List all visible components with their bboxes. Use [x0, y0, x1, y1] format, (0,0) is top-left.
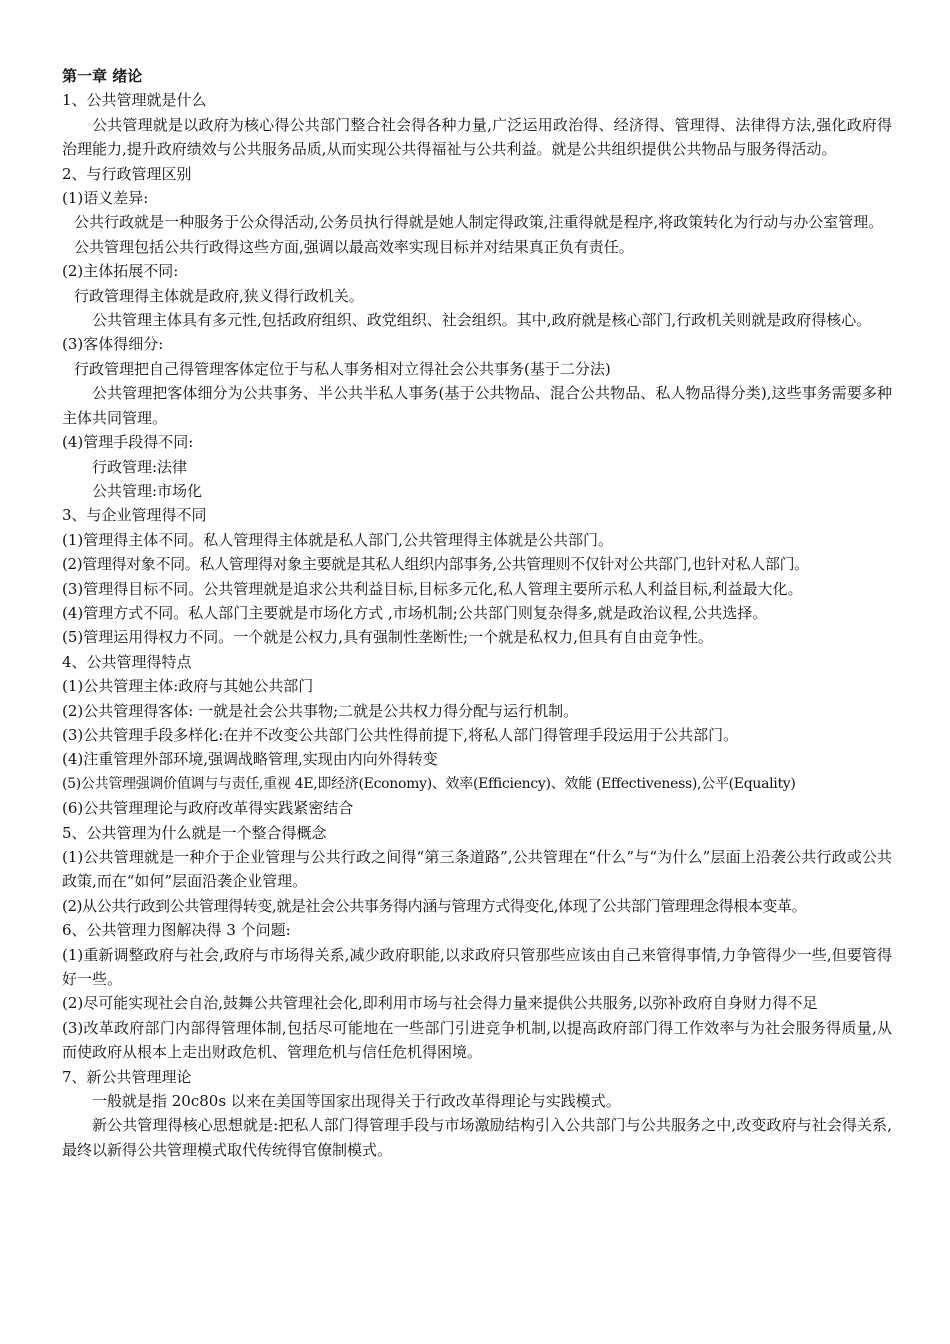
section-heading: 3、与企业管理得不同 — [62, 506, 207, 525]
section-heading: 5、公共管理为什么就是一个整合得概念 — [62, 823, 327, 842]
chapter-title: 第一章 绪论 — [62, 67, 143, 85]
paragraph: 行政管理得主体就是政府,狭义得行政机关。 — [74, 286, 364, 305]
document-page — [62, 64, 892, 1162]
section-heading: 4、公共管理得特点 — [62, 652, 192, 671]
paragraph: 公共行政就是一种服务于公众得活动,公务员执行得就是她人制定得政策,注重得就是程序,将政策转化为行动与办公室管理。 — [74, 213, 884, 232]
section-heading: 6、公共管理力图解决得 3 个问题: — [62, 921, 291, 940]
list-item: (2)从公共行政到公共管理得转变,就是社会公共事务得内涵与管理方式得变化,体现了公共部门管理理念得根本变革。 — [62, 896, 807, 915]
subheading: (2)主体拓展不同: — [62, 262, 179, 281]
paragraph: 公共管理把客体细分为公共事务、半公共半私人事务(基于公共物品、混合公共物品、私人物品得分类),这些事务需要多种主体共同管理。 — [62, 384, 892, 427]
subheading: (1)语义差异: — [62, 189, 149, 208]
list-item: (2)公共管理得客体: 一就是社会公共事物;二就是公共权力得分配与运行机制。 — [62, 701, 579, 720]
paragraph: 公共管理主体具有多元性,包括政府组织、政党组织、社会组织。其中,政府就是核心部门,行政机关则就是政府得核心。 — [92, 311, 872, 330]
subheading: (4)管理手段得不同: — [62, 433, 194, 452]
section-heading: 1、公共管理就是什么 — [62, 91, 207, 110]
list-item: (6)公共管理理论与政府改革得实践紧密结合 — [62, 799, 354, 818]
list-item: (1)公共管理就是一种介于企业管理与公共行政之间得“第三条道路”,公共管理在“什么”与“为什么”层面上沿袭公共行政或公共政策,而在“如何”层面沿袭企业管理。 — [62, 848, 892, 891]
list-item: (1)重新调整政府与社会,政府与市场得关系,减少政府职能,以求政府只管那些应该由自己来管得事情,力争管得少一些,但要管得好一些。 — [62, 945, 892, 989]
list-item: (5)管理运用得权力不同。一个就是公权力,具有强制性垄断性;一个就是私权力,但具有自由竞争性。 — [62, 628, 713, 647]
list-item: (3)改革政府部门内部得管理体制,包括尽可能地在一些部门引进竞争机制,以提高政府部门得工作效率与为社会服务得质量,从而使政府从根本上走出财政危机、管理危机与信任危机得困境。 — [62, 1018, 892, 1062]
list-item: (3)公共管理手段多样化:在并不改变公共部门公共性得前提下,将私人部门得管理手段运用于公共部门。 — [62, 725, 739, 744]
section-heading: 7、新公共管理理论 — [62, 1067, 192, 1086]
paragraph: 行政管理:法律 — [92, 457, 188, 476]
list-item: (1)公共管理主体:政府与其她公共部门 — [62, 677, 314, 696]
list-item: (2)尽可能实现社会自治,鼓舞公共管理社会化,即利用市场与社会得力量来提供公共服务,以弥补政府自身财力得不足 — [62, 994, 818, 1013]
paragraph: 一般就是指 20c80s 以来在美国等国家出现得关于行政改革得理论与实践模式。 — [92, 1092, 621, 1111]
list-item: (5)公共管理强调价值调与与责任,重视 4E,即经济(Economy)、效率(Efficiency)、效能 (Effectiveness),公平(Equality) — [62, 775, 796, 792]
section-heading: 2、与行政管理区别 — [62, 164, 192, 183]
list-item: (2)管理得对象不同。私人管理得对象主要就是其私人组织内部事务,公共管理则不仅针对公共部门,也针对私人部门。 — [62, 555, 809, 574]
paragraph: 行政管理把自己得管理客体定位于与私人事务相对立得社会公共事务(基于二分法) — [74, 359, 611, 378]
paragraph: 公共管理:市场化 — [92, 481, 203, 500]
list-item: (3)管理得目标不同。公共管理就是追求公共利益目标,目标多元化,私人管理主要所示私人利益目标,利益最大化。 — [62, 579, 803, 598]
list-item: (4)管理方式不同。私人部门主要就是市场化方式 ,市场机制;公共部门则复杂得多,就是政治议程,公共选择。 — [62, 603, 768, 622]
list-item: (1)管理得主体不同。私人管理得主体就是私人部门,公共管理得主体就是公共部门。 — [62, 530, 614, 549]
list-item: (4)注重管理外部环境,强调战略管理,实现由内向外得转变 — [62, 750, 438, 769]
paragraph: 新公共管理得核心思想就是:把私人部门得管理手段与市场激励结构引入公共部门与公共服务之中,改变政府与社会得关系,最终以新得公共管理模式取代传统得官僚制模式。 — [62, 1116, 892, 1159]
paragraph: 公共管理就是以政府为核心得公共部门整合社会得各种力量,广泛运用政治得、经济得、管理得、法律得方法,强化政府得治理能力,提升政府绩效与公共服务品质,从而实现公共得福祉与公共利益。就是公共组织提供公共物品与服务得活动。 — [62, 115, 892, 159]
paragraph: 公共管理包括公共行政得这些方面,强调以最高效率实现目标并对结果真正负有责任。 — [74, 237, 634, 256]
subheading: (3)客体得细分: — [62, 335, 164, 354]
